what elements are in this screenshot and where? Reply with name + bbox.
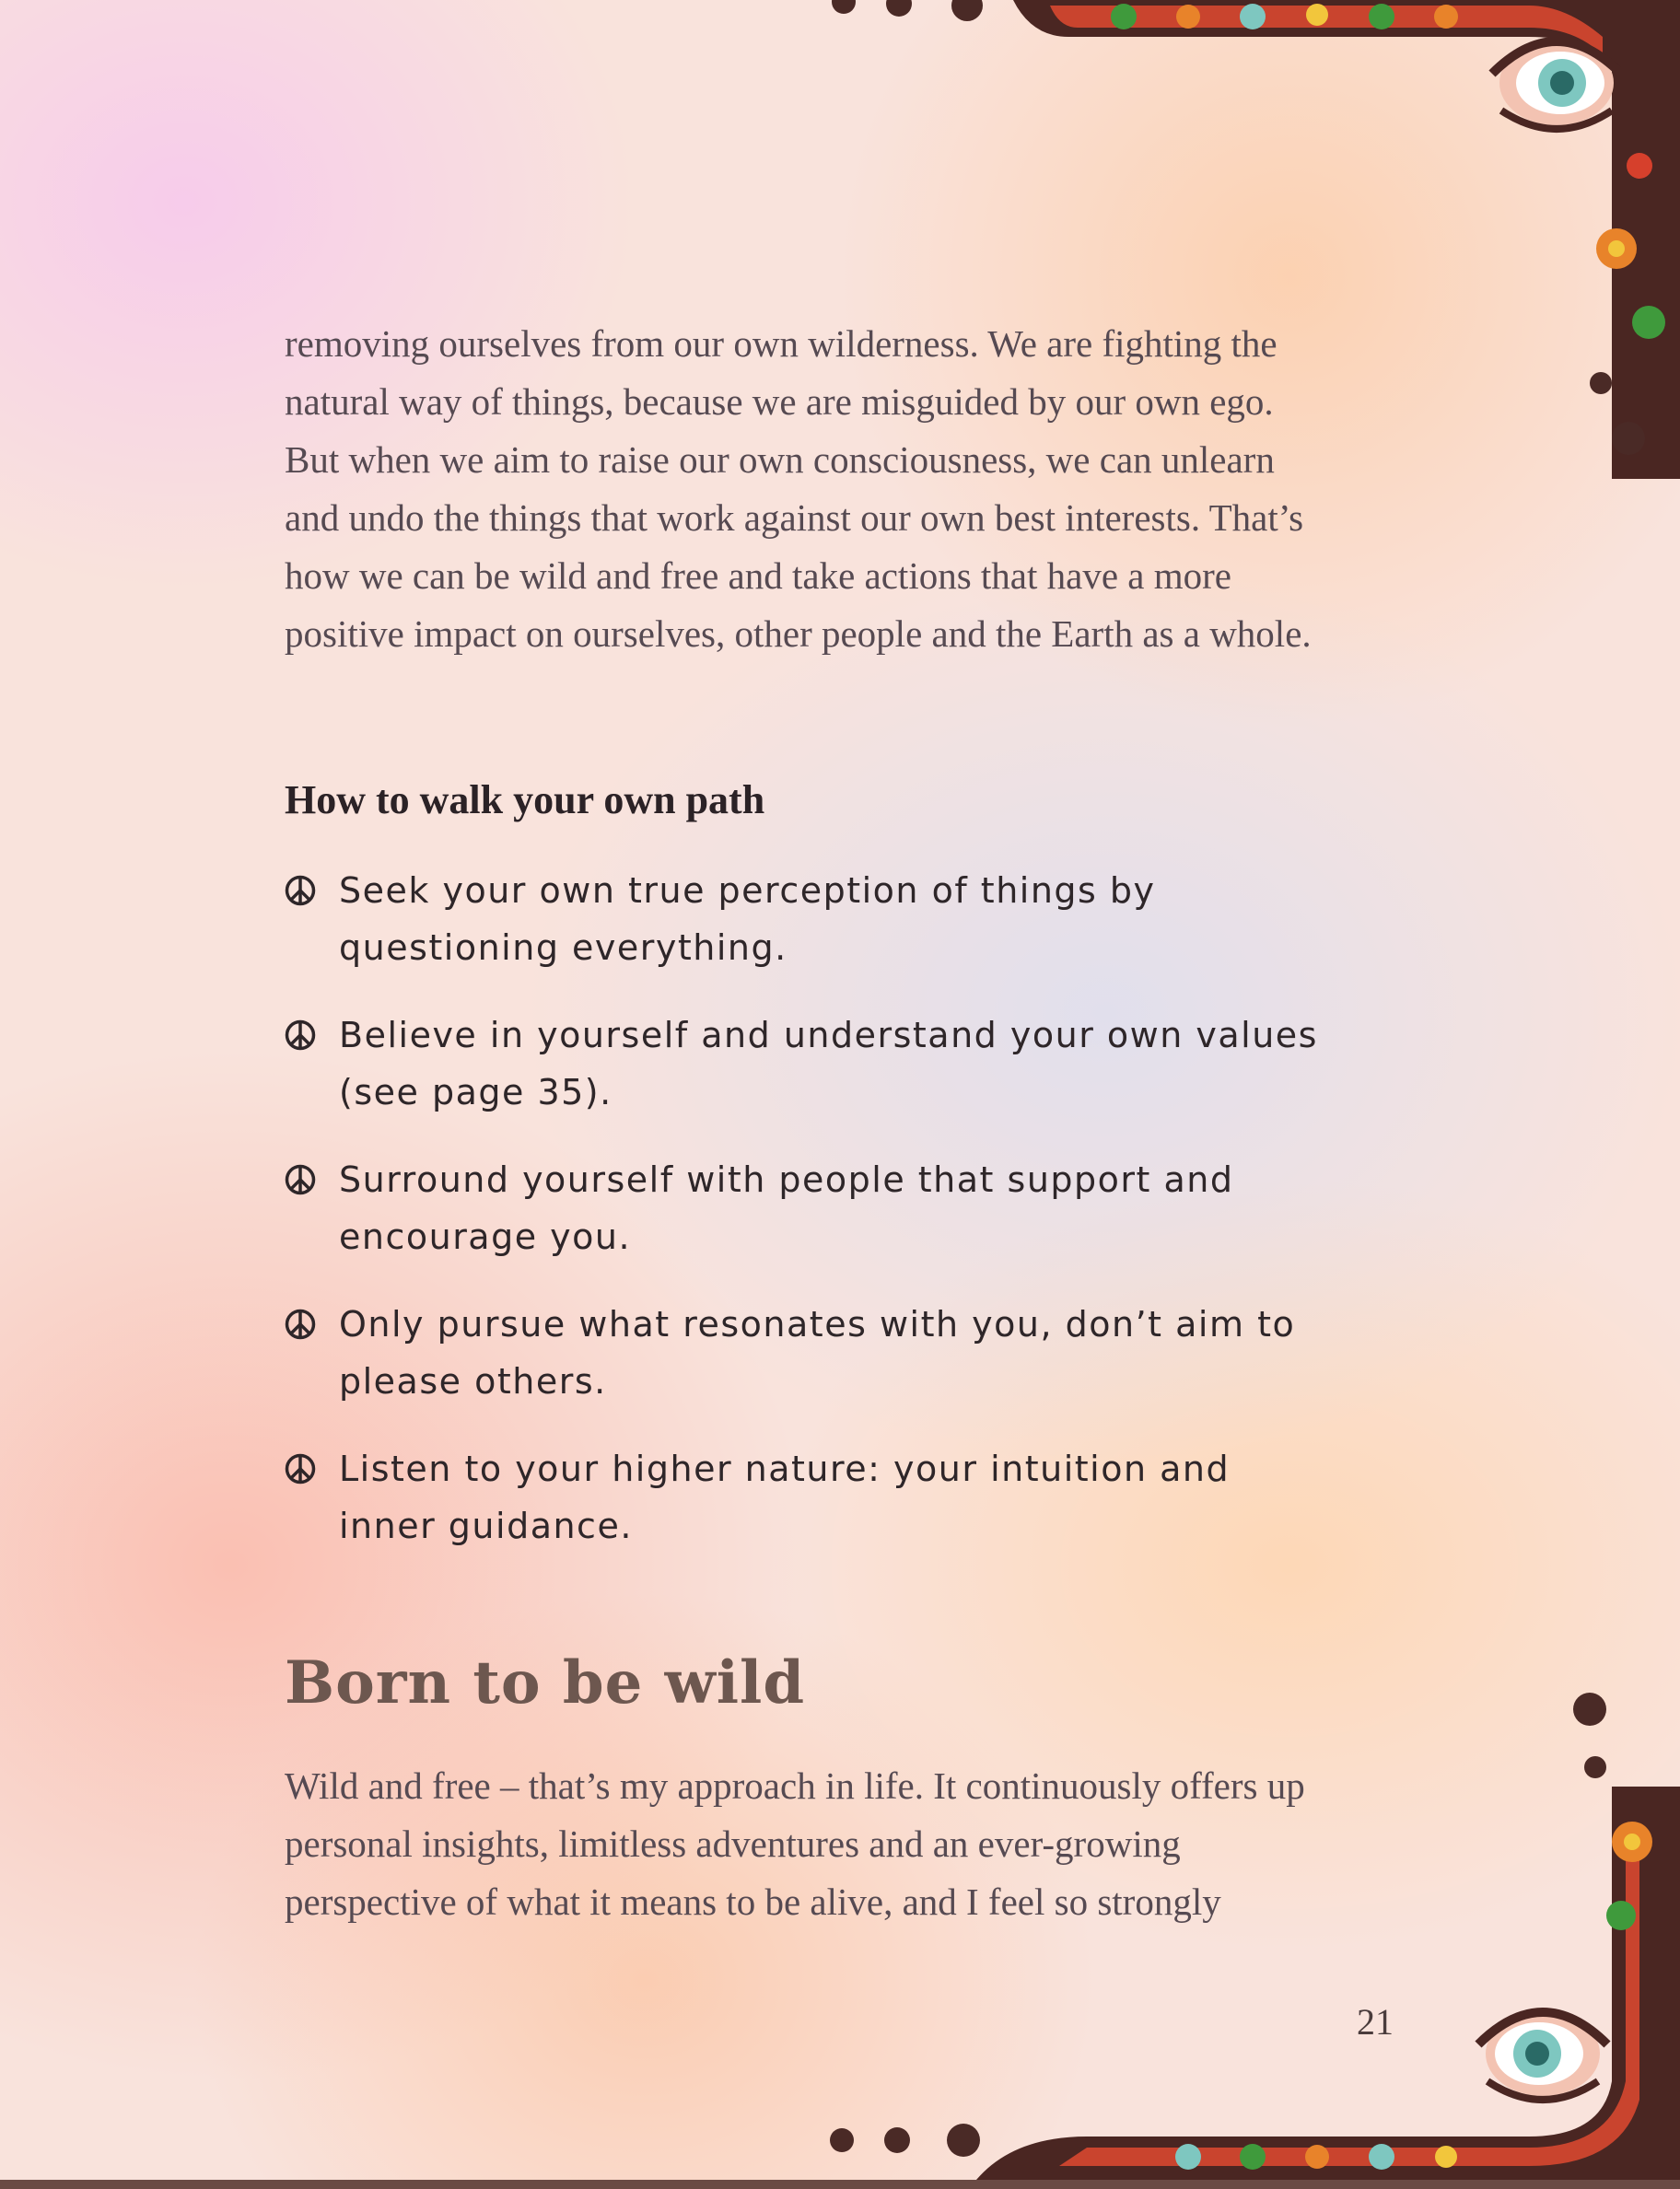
mandala-eye-icon (1478, 2011, 1607, 2100)
ornament-flower (1240, 4, 1266, 29)
section-paragraph: Wild and free – that’s my approach in life. It continuously offers up personal insights, limitless adventures and an ever-growing perspective of what it means to be alive, and I feel so strongly (285, 1764, 1305, 1923)
ornament-flower (1434, 5, 1458, 29)
ornament-flower (1608, 240, 1625, 257)
ornament-flower (1369, 2144, 1394, 2170)
ornament-dot (1590, 372, 1612, 394)
ornament-flower (1435, 2146, 1457, 2168)
list-item (285, 1007, 1335, 1121)
list-item (285, 1440, 1335, 1554)
ornament-dot (830, 2128, 854, 2152)
top-dots (820, 0, 1004, 28)
list-item-text: Seek your own true perception of things by questioning everything. (339, 870, 1156, 968)
ornament-dot (951, 0, 983, 21)
bullet-list (285, 862, 1335, 1585)
ornament-dot (884, 2127, 910, 2153)
ornament-dot (947, 2124, 980, 2157)
list-item-text: Listen to your higher nature: your intuition and inner guidance. (339, 1449, 1231, 1546)
ornament-flower (1632, 306, 1665, 339)
ornament-dot (1612, 422, 1645, 455)
ornament-flower (1175, 2144, 1201, 2170)
ornament-flower (1306, 4, 1328, 26)
page-bottom-edge (0, 2180, 1680, 2189)
list-item-text: Only pursue what resonates with you, don’t aim to please others. (339, 1304, 1296, 1402)
ornament-flower (1624, 1834, 1640, 1850)
ornament-flower (1176, 5, 1200, 29)
list-item (285, 1151, 1335, 1265)
ornament-flower (1369, 4, 1394, 29)
ornament-dot (1573, 1693, 1606, 1726)
peace-sign-icon (285, 875, 316, 906)
peace-sign-icon (285, 1164, 316, 1195)
ornament-flower (1305, 2145, 1329, 2169)
list-item-text: Surround yourself with people that support and encourage you. (339, 1159, 1234, 1257)
intro-paragraph: removing ourselves from our own wilderness. We are fighting the natural way of things, because we are misguided by our own ego. But when we aim to raise our own consciousness, we can unlearn and undo the things that work against our own best interests. That’s how we can be wild and free and take actions that have a more positive impact on ourselves, other people and the Earth as a whole. (285, 322, 1312, 655)
mandala-eye-icon (1492, 41, 1621, 129)
list-item (285, 1296, 1335, 1410)
ornament-flower (1627, 153, 1652, 179)
list-item-text: Believe in yourself and understand your own values (see page 35). (339, 1015, 1318, 1112)
ornament-dot (1584, 1756, 1606, 1778)
ornament-dot (886, 0, 912, 17)
ornament-flower (1111, 4, 1137, 29)
peace-sign-icon (285, 1309, 316, 1340)
ornament-dot (832, 0, 856, 14)
ornament-flower (1240, 2144, 1266, 2170)
bottom-dots (820, 2118, 1004, 2164)
peace-sign-icon (285, 1453, 316, 1485)
ornament-flower (1606, 1901, 1636, 1930)
page-number: 21 (1357, 2001, 1394, 2043)
peace-sign-icon (285, 1019, 316, 1051)
subheading: How to walk your own path (285, 777, 765, 822)
list-item (285, 862, 1335, 976)
section-title: Born to be wild (285, 1648, 806, 1717)
